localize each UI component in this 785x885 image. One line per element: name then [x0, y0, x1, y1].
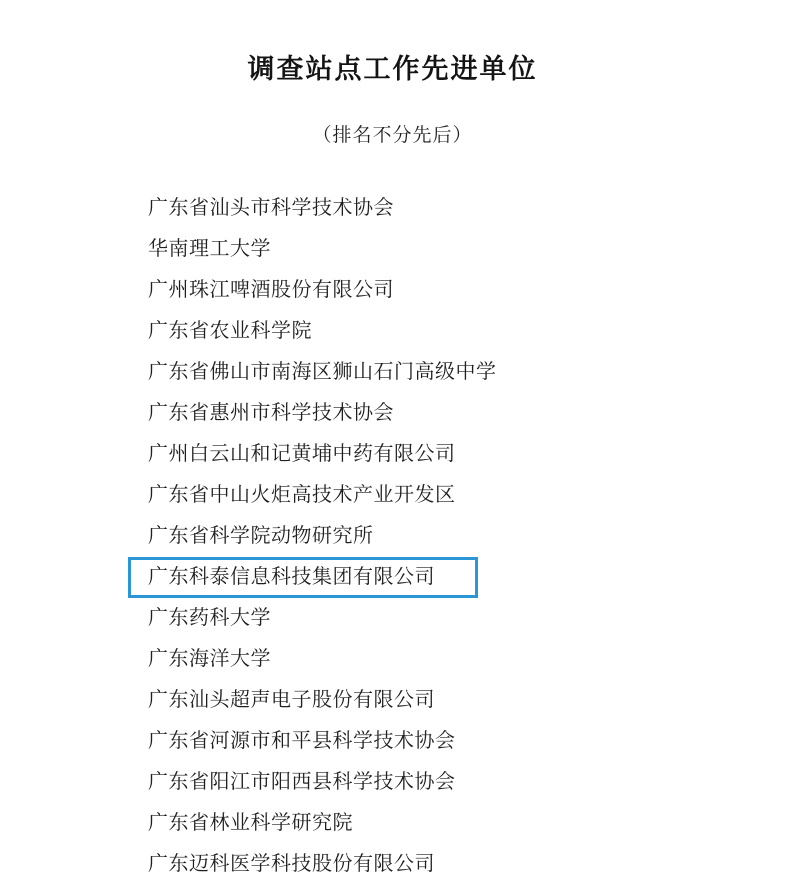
list-item-label: 华南理工大学 — [148, 238, 271, 260]
list-item-label: 广东省河源市和平县科学技术协会 — [148, 730, 456, 752]
list-item — [0, 598, 785, 639]
page-subtitle: （排名不分先后） — [312, 125, 473, 146]
list-item-label: 广东科泰信息科技集团有限公司 — [148, 566, 435, 588]
list-item-label: 广州白云山和记黄埔中药有限公司 — [148, 443, 456, 465]
list-item-label: 广东省佛山市南海区狮山石门高级中学 — [148, 361, 497, 383]
list-item — [0, 762, 785, 803]
list-item-label: 广东海洋大学 — [148, 648, 271, 670]
list-item-label: 广东省农业科学院 — [148, 320, 312, 342]
list-item — [0, 721, 785, 762]
page-title: 调查站点工作先进单位 — [247, 54, 538, 85]
list-item — [0, 311, 785, 352]
list-item-highlighted — [0, 557, 785, 598]
list-item — [0, 844, 785, 885]
list-item-label: 广东省阳江市阳西县科学技术协会 — [148, 771, 456, 793]
list-item-label: 广东药科大学 — [148, 607, 271, 629]
list-item-label: 广州珠江啤酒股份有限公司 — [148, 279, 394, 301]
list-item — [0, 475, 785, 516]
list-item — [0, 434, 785, 475]
list-item-label: 广东省林业科学研究院 — [148, 812, 353, 834]
list-item-label: 广东迈科医学科技股份有限公司 — [148, 853, 435, 875]
list-item — [0, 229, 785, 270]
award-unit-list — [0, 147, 785, 885]
list-item — [0, 270, 785, 311]
list-item-label: 广东省汕头市科学技术协会 — [148, 197, 394, 219]
list-item — [0, 516, 785, 557]
list-item — [0, 639, 785, 680]
list-item — [0, 680, 785, 721]
list-item — [0, 393, 785, 434]
list-item — [0, 188, 785, 229]
list-item-label: 广东省中山火炬高技术产业开发区 — [148, 484, 456, 506]
list-item-label: 广东省惠州市科学技术协会 — [148, 402, 394, 424]
list-item — [0, 803, 785, 844]
list-item — [0, 352, 785, 393]
list-item-label: 广东省科学院动物研究所 — [148, 525, 374, 547]
list-item-label: 广东汕头超声电子股份有限公司 — [148, 689, 435, 711]
